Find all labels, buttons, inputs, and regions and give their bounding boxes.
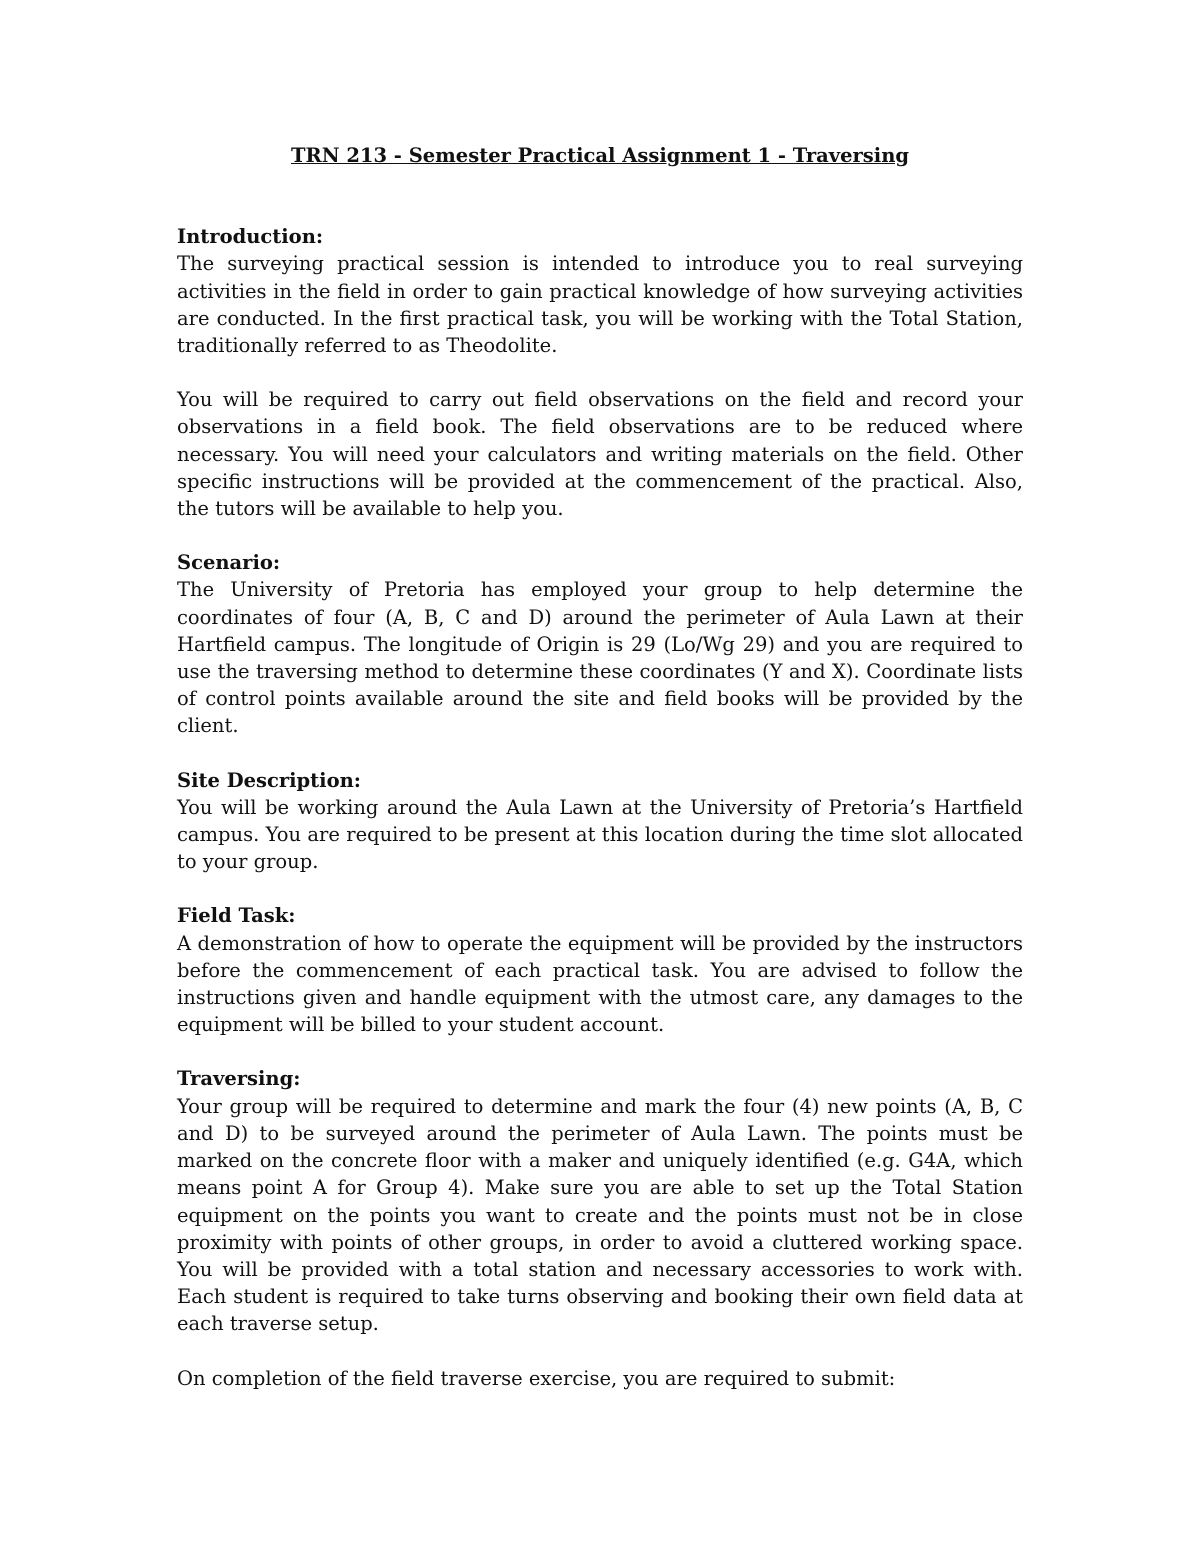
site-description-paragraph: You will be working around the Aula Lawn at the University of Pretoria’s Hartfield campus. You are required to be present at this location during the time slot allocated to your group. — [177, 795, 1023, 874]
traversing-paragraph: Your group will be required to determine and mark the four (4) new points (A, B, C and D) to be surveyed around the perimeter of Aula Lawn. The points must be marked on the concrete floor with a maker and uniquely identified (e.g. G4A, which means point A for Group 4). Make sure you are able to set up the Total Station equipment on the points you want to create and the points must not be in close proximity with points of other groups, in order to avoid a cluttered working space. You will be provided with a total station and necessary accessories to work with. Each student is required to take turns observing and booking their own field data at each traverse setup. — [177, 1094, 1023, 1336]
section-heading-scenario: Scenario: — [177, 551, 281, 575]
section-site-description — [177, 767, 1023, 876]
field-task-paragraph: A demonstration of how to operate the equipment will be provided by the instructors before the commencement of each practical task. You are advised to follow the instructions given and handle equipment with the utmost care, any damages to the equipment will be billed to your student account. — [177, 931, 1023, 1037]
section-heading-field-task: Field Task: — [177, 904, 296, 928]
submission-intro-paragraph: On completion of the field traverse exercise, you are required to submit: — [177, 1366, 896, 1390]
section-scenario — [177, 549, 1023, 739]
section-introduction — [177, 223, 1023, 522]
section-heading-introduction: Introduction: — [177, 225, 324, 249]
document-body — [177, 142, 1023, 1419]
section-heading-traversing: Traversing: — [177, 1067, 301, 1091]
section-traversing — [177, 1065, 1023, 1391]
scenario-paragraph: The University of Pretoria has employed your group to help determine the coordinates of four (A, B, C and D) around the perimeter of Aula Lawn at their Hartfield campus. The longitude of Origin is 29 (Lo/Wg 29) and you are required to use the traversing method to determine these coordinates (Y and X). Coordinate lists of control points available around the site and field books will be provided by the client. — [177, 578, 1023, 738]
section-heading-site-description: Site Description: — [177, 768, 361, 792]
section-field-task — [177, 902, 1023, 1038]
introduction-paragraph-1: The surveying practical session is intended to introduce you to real surveying activities in the field in order to gain practical knowledge of how surveying activities are conducted. In the first practical task, you will be working with the Total Station, traditionally referred to as Theodolite. — [177, 252, 1023, 358]
document-title: TRN 213 - Semester Practical Assignment 1 - Traversing — [290, 144, 910, 167]
introduction-paragraph-2: You will be required to carry out field observations on the field and record your observations in a field book. The field observations are to be reduced where necessary. You will need your calculators and writing materials on the field. Other specific instructions will be provided at the commencement of the practical. Also, the tutors will be available to help you. — [177, 388, 1023, 521]
